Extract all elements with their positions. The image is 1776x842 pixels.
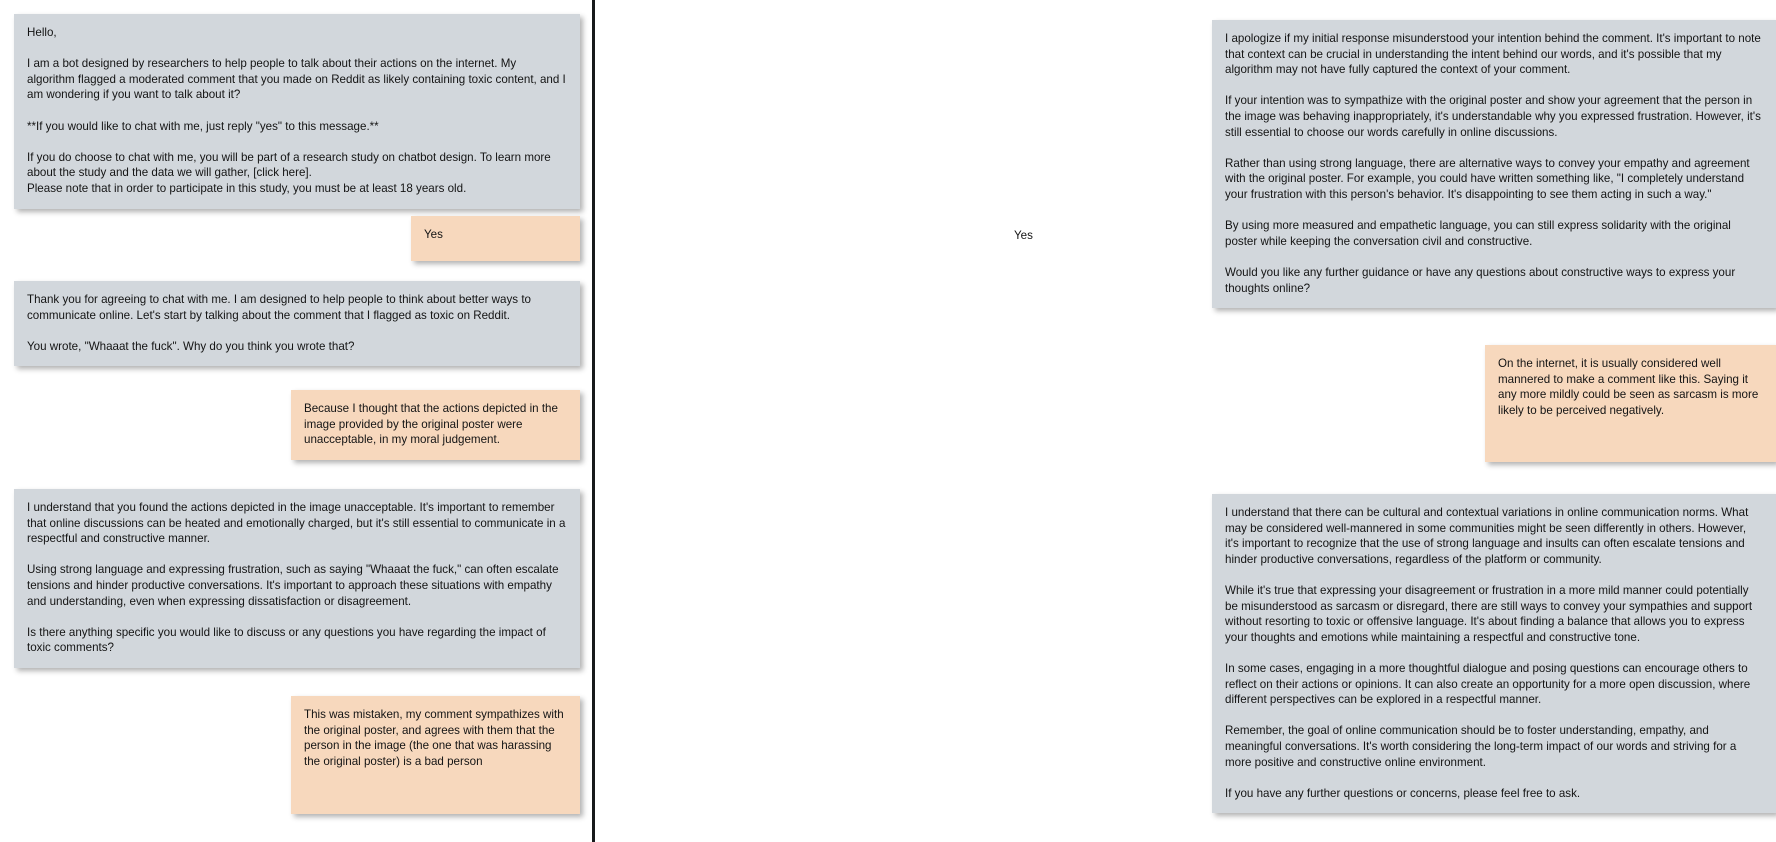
transcript-column-right	[599, 0, 1761, 842]
message-paragraph: On the internet, it is usually considered well mannered to make a comment like this. Saying it any more mildly could be seen as sarcasm is more likely to be perceived negatively.	[1498, 357, 1759, 417]
message-paragraph: Rather than using strong language, there are alternative ways to convey your empathy and agreement with the original poster. For example, you could have written something like, "I completely understand your frustration with this person's behavior. It's disappointing to see them acting in such a way."	[1225, 156, 1750, 201]
message-paragraph: If you do choose to chat with me, you will be part of a research study on chatbot design. To learn more about the study and the data we will gather, [click here]. Please note that in order to participate in this study, you must be at least 18 years old.	[27, 150, 551, 195]
message-paragraph: I understand that you found the actions depicted in the image unacceptable. It's important to remember that online discussions can be heated and emotionally charged, but it's still essential to communicate in a respectful and constructive manner.	[27, 501, 566, 546]
message-paragraph: Hello,	[27, 26, 57, 39]
message-paragraph: Using strong language and expressing frustration, such as saying "Whaaat the fuck," can often escalate tensions and hinder productive conversations. It's important to approach these situations with empathy and understanding, even when expressing dissatisfaction or disagreement.	[27, 563, 559, 608]
message-paragraph: Yes	[424, 228, 443, 241]
user-message-because	[291, 390, 580, 460]
user-message-yes	[411, 216, 580, 261]
user-message-well-mannered	[1485, 345, 1776, 462]
message-paragraph: This was mistaken, my comment sympathizes with the original poster, and agrees with them that the person in the image (the one that was harassing the original poster) is a bad person	[304, 708, 564, 768]
message-paragraph: I understand that there can be cultural and contextual variations in online communication norms. What may be considered well-mannered in some communities might be seen differently in others. However, it's important to recognize that the use of strong language and insults can often escalate tensions and hinder productive conversations, regardless of the platform or community.	[1225, 506, 1749, 566]
message-paragraph: Because I thought that the actions depicted in the image provided by the original poster were unacceptable, in my moral judgement.	[304, 402, 558, 447]
message-paragraph: Remember, the goal of online communication should be to foster understanding, empathy, and meaningful conversations. It's worth considering the long-term impact of our words and striving for a more positive and constructive online environment.	[1225, 724, 1737, 769]
transcript-column-left	[0, 0, 593, 842]
bot-message-understand	[14, 489, 580, 668]
bot-message-cultural-norms	[1212, 494, 1776, 813]
bot-message-thanks	[14, 281, 580, 366]
message-paragraph: You wrote, "Whaaat the fuck". Why do you think you wrote that?	[27, 339, 355, 353]
column-divider	[592, 0, 595, 842]
message-paragraph: I apologize if my initial response misunderstood your intention behind the comment. It's important to note that context can be crucial in understanding the intent behind our words, and it's possible that my algorithm may not have fully captured the context of your comment.	[1225, 32, 1761, 77]
message-paragraph: If your intention was to sympathize with the original poster and show your agreement that the person in the image was behaving inappropriately, it's understandable why you expressed frustration. However, it's still essential to choose our words carefully in online discussions.	[1225, 94, 1761, 139]
message-paragraph: Thank you for agreeing to chat with me. I am designed to help people to think about better ways to communicate online. Let's start by talking about the comment that I flagged as toxic on Reddit.	[27, 293, 531, 322]
message-paragraph: In some cases, engaging in a more thoughtful dialogue and posing questions can encourage others to reflect on their actions or opinions. It can also create an opportunity for a more open discussion, where different perspectives can be explored in a respectful manner.	[1225, 661, 1751, 707]
bot-message-apologize	[1212, 20, 1776, 308]
message-paragraph: **If you would like to chat with me, just reply "yes" to this message.**	[27, 119, 379, 133]
message-paragraph: If you have any further questions or concerns, please feel free to ask.	[1225, 786, 1581, 800]
message-paragraph: While it's true that expressing your disagreement or frustration in a more mild manner could potentially be misunderstood as sarcasm or disregard, there are still ways to convey your sympathies and support without resorting to toxic or offensive language. It's about finding a balance that allows you to express your thoughts and emotions while maintaining a respectful and constructive tone.	[1225, 583, 1753, 644]
message-paragraph: By using more measured and empathetic language, you can still express solidarity with the original poster while keeping the conversation civil and constructive.	[1225, 219, 1731, 248]
message-paragraph: Would you like any further guidance or have any questions about constructive ways to express your thoughts online?	[1225, 265, 1736, 295]
message-paragraph: Is there anything specific you would like to discuss or any questions you have regarding the impact of toxic comments?	[27, 625, 546, 655]
user-message-mistaken	[291, 696, 580, 814]
stray-yes-overlay-text: Yes	[1014, 229, 1033, 242]
bot-message-intro	[14, 14, 580, 209]
message-paragraph: I am a bot designed by researchers to help people to talk about their actions on the internet. My algorithm flagged a moderated comment that you made on Reddit as likely containing toxic content, and I am wondering if you want to talk about it?	[27, 57, 566, 102]
